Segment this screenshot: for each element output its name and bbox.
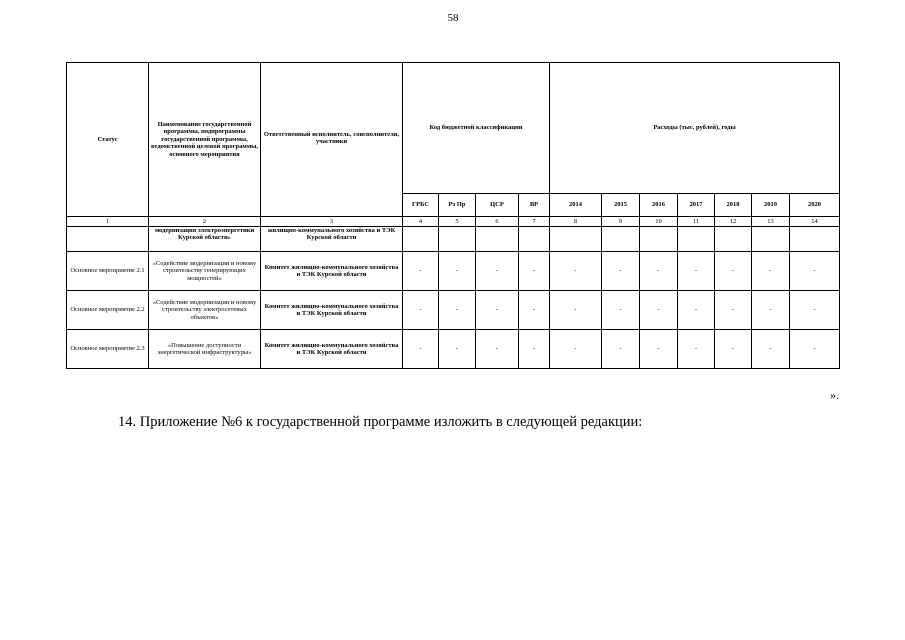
empty-cell <box>403 227 439 252</box>
header-responsible: Ответственный исполнитель, соисполнители, участники <box>261 63 403 217</box>
empty-cell <box>550 227 602 252</box>
value-cell: - <box>602 252 640 291</box>
row-status: Основное мероприятие 2.1 <box>67 252 149 291</box>
row-responsible: Комитет жилищно-коммунального хозяйства и ТЭК Курской области <box>261 252 403 291</box>
value-cell: - <box>715 330 752 369</box>
col-num: 7 <box>519 217 550 227</box>
value-cell: - <box>790 252 840 291</box>
header-expenses: Расходы (тыс. рублей), годы <box>550 63 840 194</box>
value-cell: - <box>752 291 790 330</box>
amendment-paragraph: 14. Приложение №6 к государственной программе изложить в следующей редакции: <box>118 414 643 430</box>
col-num: 9 <box>602 217 640 227</box>
col-num: 10 <box>640 217 678 227</box>
value-cell: - <box>678 252 715 291</box>
row-status: Основное мероприятие 2.2 <box>67 291 149 330</box>
row-name: «Содействие модернизации и новому строительству генерирующих мощностей» <box>149 252 261 291</box>
col-num: 8 <box>550 217 602 227</box>
col-num: 6 <box>476 217 519 227</box>
row-responsible: Комитет жилищно-коммунального хозяйства и ТЭК Курской области <box>261 291 403 330</box>
value-cell: - <box>439 291 476 330</box>
col-num: 13 <box>752 217 790 227</box>
header-rz-pr: Рз Пр <box>439 194 476 217</box>
empty-cell <box>715 227 752 252</box>
col-num: 2 <box>149 217 261 227</box>
value-cell: - <box>403 291 439 330</box>
row-status: Основное мероприятие 2.3 <box>67 330 149 369</box>
value-cell: - <box>439 330 476 369</box>
header-grbs: ГРБС <box>403 194 439 217</box>
empty-cell <box>790 227 840 252</box>
header-year-2018: 2018 <box>715 194 752 217</box>
budget-table <box>66 62 840 369</box>
cont-responsible: жилищно-коммунального хозяйства и ТЭК Курской области <box>261 227 403 252</box>
continuation-row <box>67 227 840 252</box>
header-row-top <box>67 63 840 194</box>
col-num: 12 <box>715 217 752 227</box>
value-cell: - <box>476 252 519 291</box>
value-cell: - <box>715 291 752 330</box>
cont-name: модернизация электроэнергетики Курской области» <box>149 227 261 252</box>
empty-cell <box>519 227 550 252</box>
row-name: «Повышение доступности энергетической инфраструктуры» <box>149 330 261 369</box>
header-year-2016: 2016 <box>640 194 678 217</box>
header-year-2020: 2020 <box>790 194 840 217</box>
col-num: 1 <box>67 217 149 227</box>
value-cell: - <box>640 252 678 291</box>
empty-cell <box>476 227 519 252</box>
value-cell: - <box>550 291 602 330</box>
value-cell: - <box>678 330 715 369</box>
value-cell: - <box>476 291 519 330</box>
value-cell: - <box>519 291 550 330</box>
value-cell: - <box>640 291 678 330</box>
col-num: 14 <box>790 217 840 227</box>
value-cell: - <box>403 252 439 291</box>
empty-cell <box>439 227 476 252</box>
row-name: «Содействие модернизации и новому строительству электросетевых объектов» <box>149 291 261 330</box>
header-status: Статус <box>67 63 149 217</box>
empty-cell <box>640 227 678 252</box>
closing-quote: ». <box>830 388 839 402</box>
header-name: Наименование государственной программы, подпрограммы государственной программы, ведомственной целевой программы, основного мероприятия <box>149 63 261 217</box>
value-cell: - <box>476 330 519 369</box>
header-year-2019: 2019 <box>752 194 790 217</box>
value-cell: - <box>602 330 640 369</box>
column-number-row <box>67 217 840 227</box>
page-number: 58 <box>447 12 459 24</box>
col-num: 11 <box>678 217 715 227</box>
header-csr: ЦСР <box>476 194 519 217</box>
value-cell: - <box>519 330 550 369</box>
table-row <box>67 291 840 330</box>
cont-status <box>67 227 149 252</box>
col-num: 5 <box>439 217 476 227</box>
value-cell: - <box>715 252 752 291</box>
empty-cell <box>678 227 715 252</box>
empty-cell <box>752 227 790 252</box>
table-row <box>67 252 840 291</box>
value-cell: - <box>790 330 840 369</box>
col-num: 3 <box>261 217 403 227</box>
value-cell: - <box>678 291 715 330</box>
header-budget-code: Код бюджетной классификации <box>403 63 550 194</box>
header-vr: ВР <box>519 194 550 217</box>
header-year-2017: 2017 <box>678 194 715 217</box>
value-cell: - <box>519 252 550 291</box>
row-responsible: Комитет жилищно-коммунального хозяйства и ТЭК Курской области <box>261 330 403 369</box>
value-cell: - <box>790 291 840 330</box>
value-cell: - <box>550 330 602 369</box>
table-row <box>67 330 840 369</box>
value-cell: - <box>752 330 790 369</box>
value-cell: - <box>602 291 640 330</box>
header-year-2015: 2015 <box>602 194 640 217</box>
empty-cell <box>602 227 640 252</box>
header-year-2014: 2014 <box>550 194 602 217</box>
col-num: 4 <box>403 217 439 227</box>
value-cell: - <box>752 252 790 291</box>
value-cell: - <box>640 330 678 369</box>
value-cell: - <box>550 252 602 291</box>
value-cell: - <box>439 252 476 291</box>
value-cell: - <box>403 330 439 369</box>
